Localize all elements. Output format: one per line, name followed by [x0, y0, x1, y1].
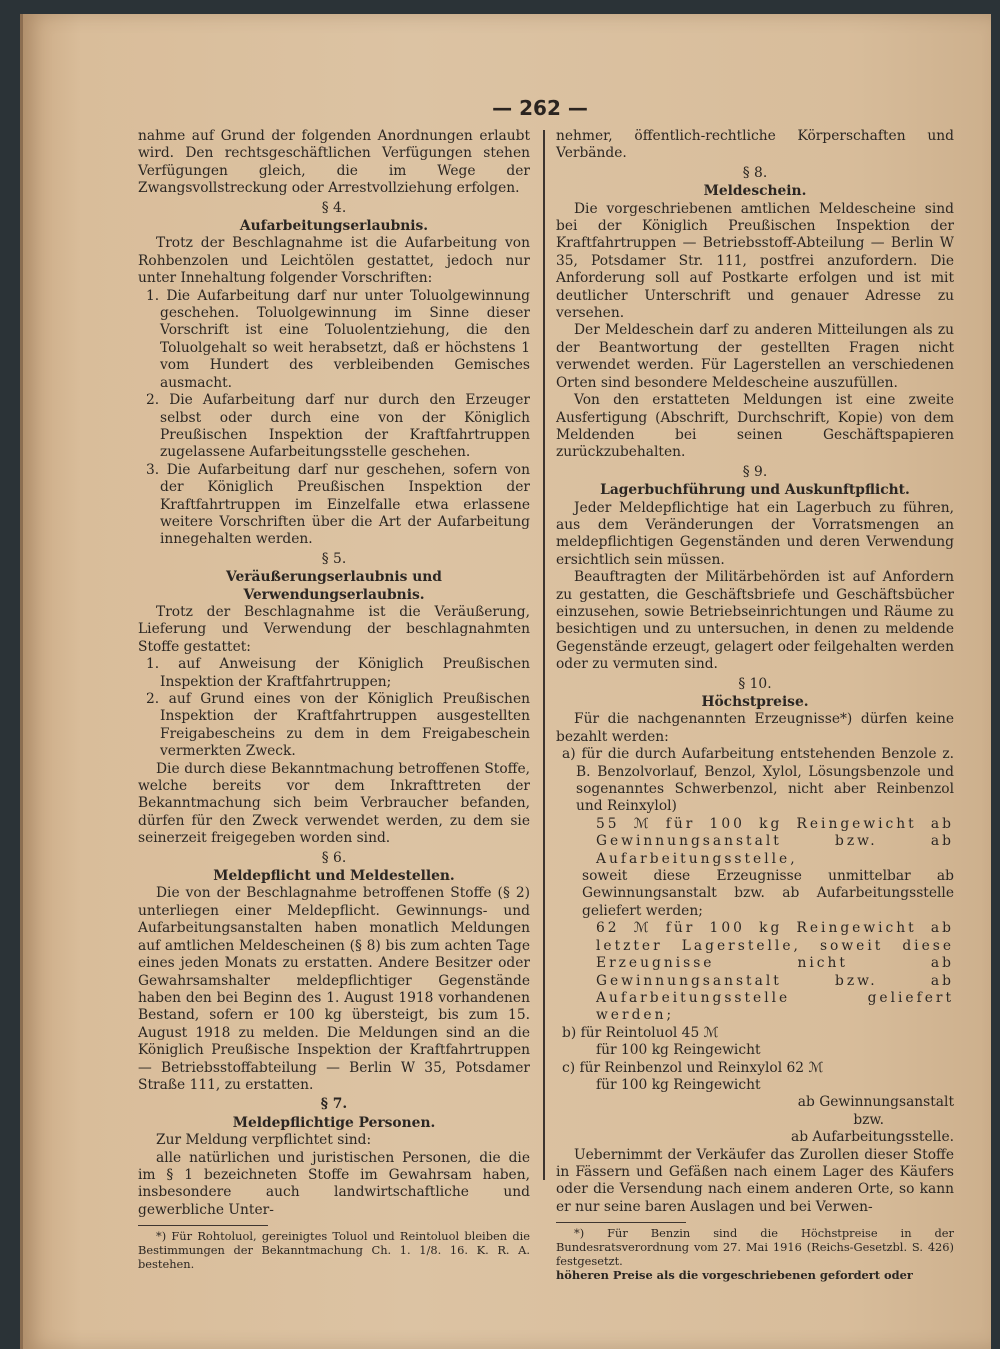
section-5-number: § 5. [321, 550, 347, 567]
section-5-body-2: Die durch diese Bekanntmachung betroffenen Stoffe, welche bereits vor dem Inkrafttreten der Bekanntmachung sich beim Verbraucher befanden, dürfen für den Zweck verwendet werden, zu dem sie seinerzeit freigegeben worden sind. [138, 760, 530, 847]
section-10-item-a-condition: soweit diese Erzeugnisse unmittelbar ab Gewinnungsanstalt bzw. ab Aufarbeitungsstelle geliefert werden; [582, 868, 954, 919]
section-4-body: Trotz der Beschlagnahme ist die Aufarbeitung von Rohbenzolen und Leichtölen gestattet, jedoch nur unter Innehaltung folgender Vorschriften: [138, 235, 530, 287]
left-intro: nahme auf Grund der folgenden Anordnungen erlaubt wird. Den rechtsgeschäftlichen Verfügungen stehen Verfügungen gleich, die im Wege der Zwangsvollstreckung oder Arrestvollziehung erfolgen. [138, 128, 530, 197]
right-intro: nehmer, öffentlich-rechtliche Körperschaften und Verbände. [556, 128, 954, 162]
section-7-title: Meldepflichtige Personen. [232, 1114, 436, 1131]
section-6-title: Meldepflicht und Meldestellen. [213, 868, 455, 885]
section-10-item-c: c) für Reinbenzol und Reinxylol 62 ℳ [562, 1059, 824, 1076]
right-footnote: *) Für Benzin sind die Höchstpreise in der Bundesratsverordnung vom 27. Mai 1916 (Reichs-Gesetzbl. S. 426) festgesetzt. [556, 1226, 954, 1269]
section-10-place-or: bzw. [853, 1111, 884, 1128]
section-7-number: § 7. [320, 1096, 348, 1113]
section-10-body: Für die nachgenannten Erzeugnisse*) dürfen keine bezahlt werden: [556, 711, 954, 745]
section-8-title: Meldeschein. [703, 183, 807, 200]
section-10-title: Höchstpreise. [701, 694, 809, 710]
section-4-item-1: 1. Die Aufarbeitung darf nur unter Toluolgewinnung geschehen. Toluolgewinnung im Sinne dieser Vorschrift ist eine Toluolentziehung, die den Toluolgehalt so weit herabsetzt, daß er höchstens 1 vom Hundert des verbleibenden Gemisches ausmacht. [146, 287, 530, 391]
section-7-body: Zur Meldung verpflichtet sind: [156, 1132, 372, 1149]
section-10-item-b-unit: für 100 kg Reingewicht [596, 1042, 761, 1059]
section-10-body-2: Uebernimmt der Verkäufer das Zurollen dieser Stoffe in Fässern und Gefäßen nach einem Lager des Käufers oder die Versendung nach einem anderen Orte, so kann er nur seine baren Auslagen und bei Verwen- [556, 1146, 954, 1215]
section-8-body: Die vorgeschriebenen amtlichen Meldescheine sind bei der Königlich Preußischen Inspektion der Kraftfahrtruppen — Betriebsstoff-Abteilung — Berlin W 35, Potsdamer Str. 111, postfrei anzufordern. Die Anforderung soll auf Postkarte erfolgen und ist mit deutlicher Unterschrift und genauer Adresse zu versehen. [556, 200, 954, 322]
section-10-item-c-unit: für 100 kg Reingewicht [596, 1076, 761, 1093]
section-8-number: § 8. [742, 164, 768, 181]
section-9-body: Jeder Meldepflichtige hat ein Lagerbuch zu führen, aus dem Veränderungen der Vorratsmengen an meldepflichtigen Gegenständen und deren Verwendung ersichtlich sein müssen. [556, 499, 954, 568]
right-column [556, 128, 954, 1282]
page-number: — 262 — [492, 96, 588, 120]
column-divider [543, 130, 545, 1180]
section-10-item-a: a) für die durch Aufarbeitung entstehenden Benzole z. B. Benzolvorlauf, Benzol, Xylol, Lösungsbenzole und sogenanntes Schwerbenzol, nicht aber Reinbenzol und Reinxylol) [562, 746, 954, 815]
section-7-body-2: alle natürlichen und juristischen Personen, die die im § 1 bezeichneten Stoffe im Gewahrsam haben, insbesondere auch landwirtschaftliche und gewerbliche Unter- [138, 1149, 530, 1218]
left-footnote: *) Für Rohtoluol, gereinigtes Toluol und Reintoluol bleiben die Bestimmungen der Bekanntmachung Ch. 1. 1/8. 16. K. R. A. bestehen. [138, 1229, 530, 1272]
section-10-item-a-price-2: 62 ℳ für 100 kg Reingewicht ab letzter Lagerstelle, soweit diese Erzeugnisse nicht ab Gewinnungsanstalt bzw. ab Aufarbeitungsstelle geliefert werden; [596, 920, 954, 1024]
section-6-body: Die von der Beschlagnahme betroffenen Stoffe (§ 2) unterliegen einer Meldepflicht. Gewinnungs- und Aufarbeitungsanstalten haben monatlich Meldungen auf amtlichen Meldescheinen (§ 8) bis zum achten Tage eines jeden Monats zu erstatten. Andere Besitzer oder Gewahrsamshalter meldepflichtiger Gegenstände haben den bei Beginn des 1. August 1918 vorhandenen Bestand, sofern er 100 kg übersteigt, bis zum 15. August 1918 zu melden. Die Meldungen sind an die Königlich Preußische Inspektion der Kraftfahrtruppen — Betriebsstoffabteilung — Berlin W 35, Potsdamer Straße 111, zu erstatten. [138, 885, 530, 1093]
section-10-number: § 10. [738, 675, 772, 692]
section-9-number: § 9. [742, 463, 768, 480]
section-10-place-2: ab Aufarbeitungsstelle. [790, 1129, 954, 1146]
section-10-item-a-price-1: 55 ℳ für 100 kg Reingewicht ab Gewinnungsanstalt bzw. ab Aufarbeitungsstelle, [596, 815, 954, 867]
section-8-body-3: Von den erstatteten Meldungen ist eine zweite Ausfertigung (Abschrift, Durchschrift, Kopie) von dem Meldenden bei seinen Geschäftspapieren zurückzubehalten. [556, 392, 954, 461]
section-8-body-2: Der Meldeschein darf zu anderen Mitteilungen als zu der Beantwortung der gestellten Fragen nicht verwendet werden. Für Lagerstellen an verschiedenen Orten sind besondere Meldescheine auszufüllen. [556, 322, 954, 391]
footnote-rule [138, 1225, 268, 1226]
section-5-body: Trotz der Beschlagnahme ist die Veräußerung, Lieferung und Verwendung der beschlagnahmten Stoffe gestattet: [138, 603, 530, 655]
section-5-title: Veräußerungserlaubnis und Verwendungserlaubnis. [226, 569, 442, 603]
section-9-title: Lagerbuchführung und Auskunftpflicht. [600, 482, 910, 499]
section-10-item-b: b) für Reintoluol 45 ℳ [562, 1024, 719, 1041]
left-column [138, 128, 530, 1271]
footnote-rule-right [556, 1222, 686, 1223]
section-10-place-1: ab Gewinnungsanstalt [797, 1094, 954, 1111]
section-4-title: Aufarbeitungserlaubnis. [239, 218, 429, 235]
section-6-number: § 6. [321, 849, 347, 866]
section-9-body-2: Beauftragten der Militärbehörden ist auf Anfordern zu gestatten, die Geschäftsbriefe und Geschäftsbücher einzusehen, sowie Betriebseinrichtungen und Räume zu besichtigen und zu untersuchen, in denen zu meldende Gegenstände erzeugt, gelagert oder feilgehalten werden oder zu vermuten sind. [556, 569, 954, 673]
section-4-item-2: 2. Die Aufarbeitung darf nur durch den Erzeuger selbst oder durch eine von der Königlich Preußischen Inspektion der Kraftfahrtruppen zugelassene Aufarbeitungsstelle geschehen. [146, 392, 530, 461]
section-5-item-1: 1. auf Anweisung der Königlich Preußischen Inspektion der Kraftfahrtruppen; [146, 656, 530, 690]
right-footnote-continuation: höheren Preise als die vorgeschriebenen gefordert oder [556, 1268, 913, 1283]
section-4-number: § 4. [321, 199, 347, 216]
section-4-item-3: 3. Die Aufarbeitung darf nur geschehen, sofern von der Königlich Preußischen Inspektion der Kraftfahrtruppen im Einzelfalle etwa erlassene weitere Vorschriften über die Art der Aufarbeitung innegehalten werden. [146, 461, 530, 548]
section-5-item-2: 2. auf Grund eines von der Königlich Preußischen Inspektion der Kraftfahrtruppen ausgestellten Freigabescheins zu dem in dem Freigabeschein vermerkten Zweck. [146, 691, 530, 760]
